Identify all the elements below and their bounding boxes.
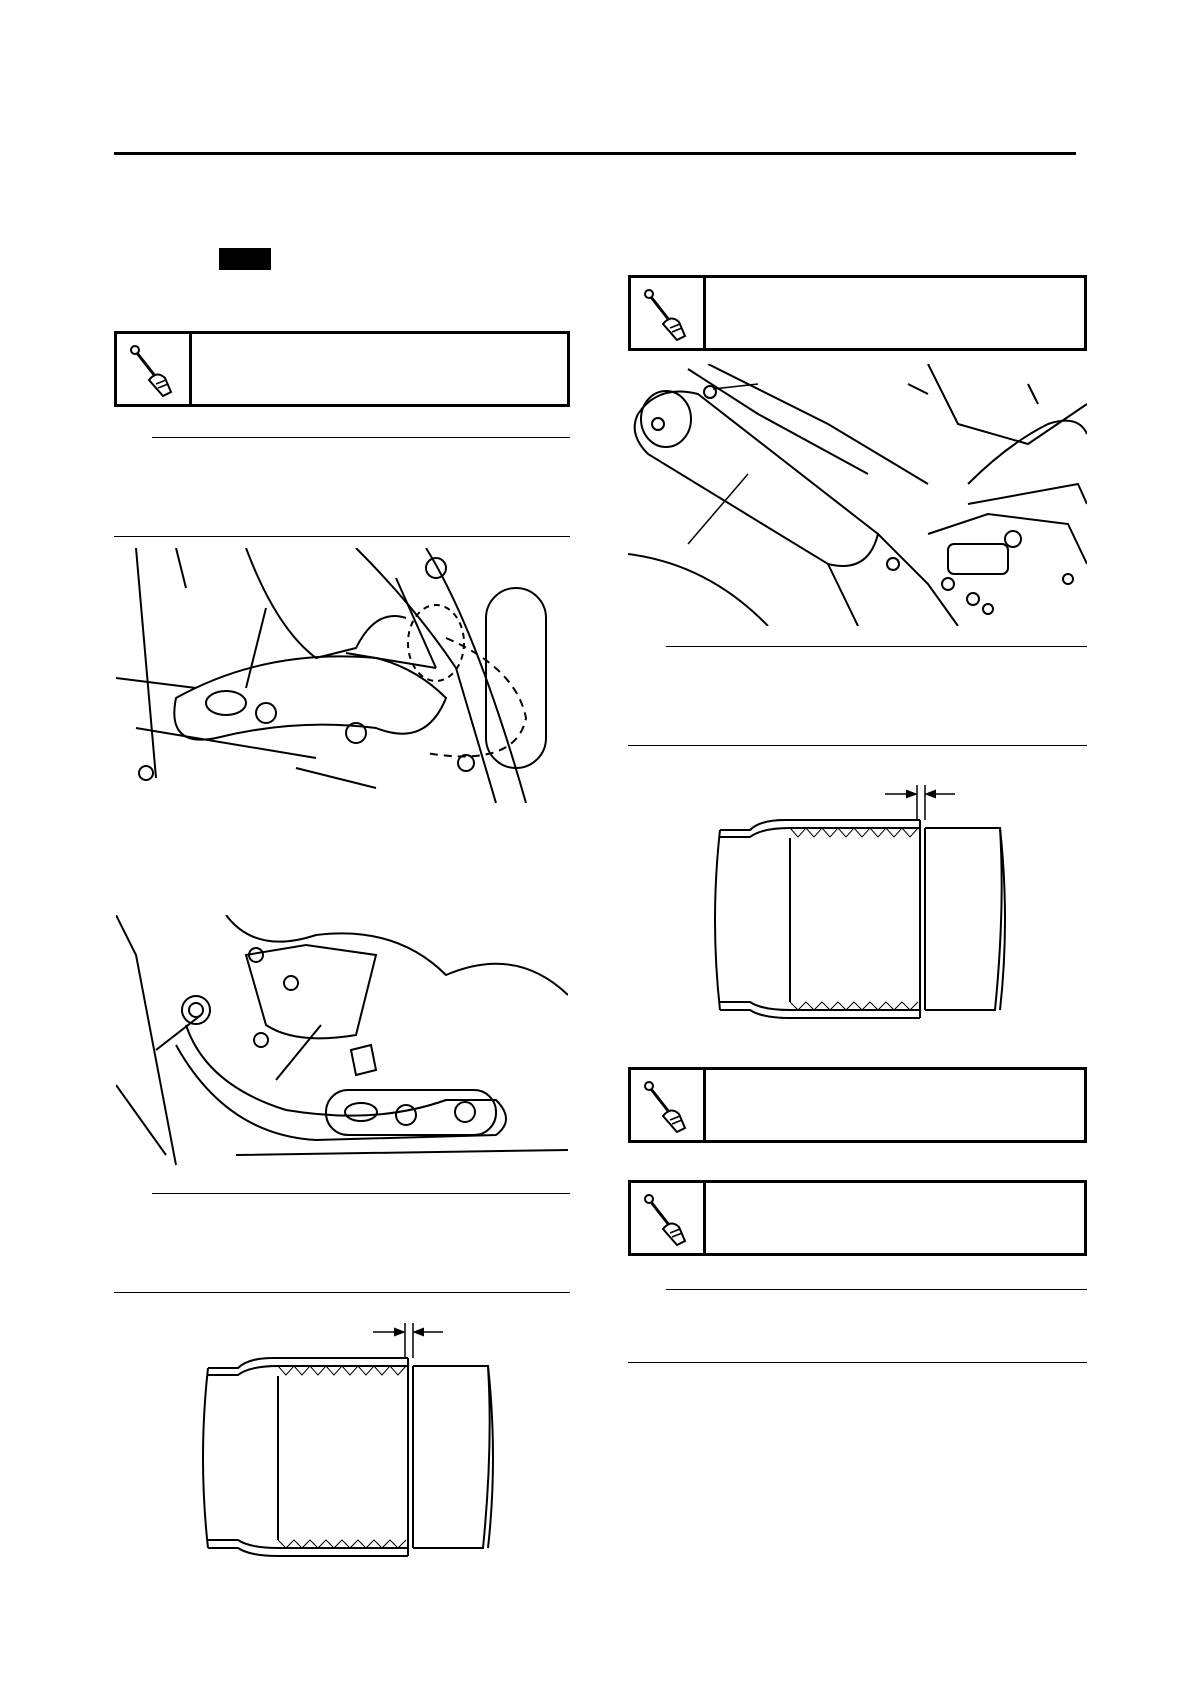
- silencer-photo: [628, 364, 1087, 626]
- torque-wrench-icon: [631, 1070, 706, 1140]
- note-rule-top-4: [666, 1289, 1087, 1290]
- torque-spec-box-2: [628, 275, 1087, 351]
- exhaust-pipe-photo-1: [116, 548, 568, 803]
- torque-spec-box-4: [628, 1180, 1087, 1256]
- note-rule-bottom-4: [628, 1362, 1087, 1363]
- header-rule: [114, 152, 1076, 155]
- torque-wrench-icon: [117, 334, 192, 404]
- note-rule-top: [152, 437, 570, 438]
- gasket-diagram-1: [198, 1318, 498, 1558]
- exhaust-pipe-photo-2: [116, 915, 568, 1170]
- note-rule-bottom-3: [628, 745, 1087, 746]
- note-rule-top-3: [666, 646, 1087, 647]
- note-rule-bottom: [114, 536, 570, 537]
- note-rule-top-2: [152, 1193, 570, 1194]
- gasket-diagram-2: [710, 780, 1010, 1020]
- torque-wrench-icon: [631, 1183, 706, 1253]
- torque-wrench-icon: [631, 278, 706, 348]
- torque-spec-box-1: [114, 331, 570, 407]
- note-rule-bottom-2: [114, 1292, 570, 1293]
- torque-spec-box-3: [628, 1067, 1087, 1143]
- new-part-tag: [219, 248, 271, 270]
